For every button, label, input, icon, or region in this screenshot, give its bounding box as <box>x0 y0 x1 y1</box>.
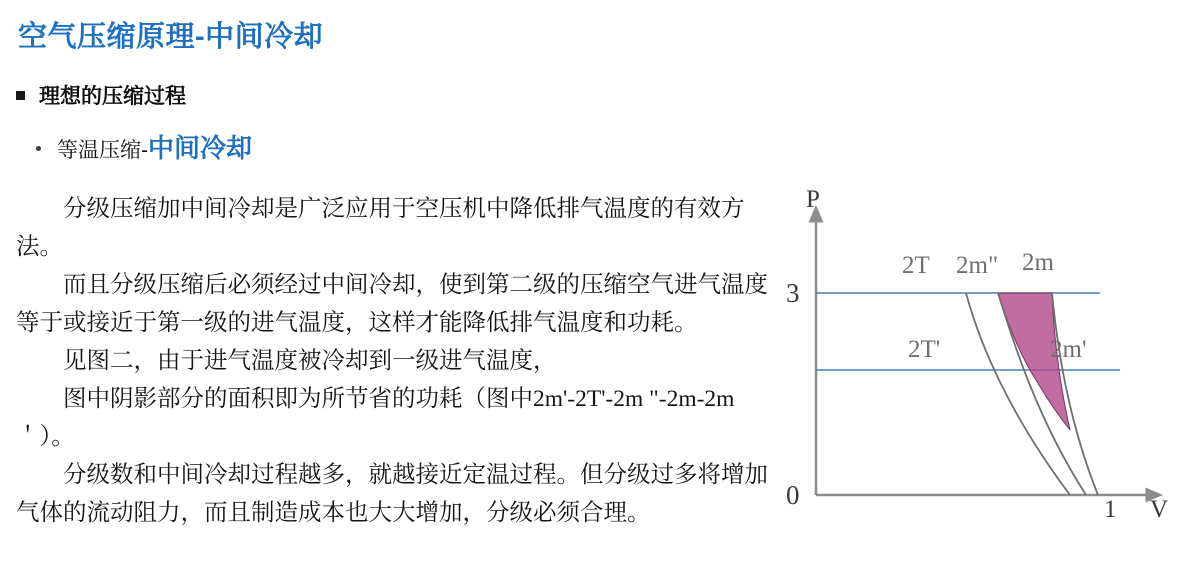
bullet-level2 <box>36 128 252 165</box>
axis-label-p: P <box>806 186 820 213</box>
bullet-level2-accent: 中间冷却 <box>148 133 253 163</box>
annotation-2m-prime: 2m' <box>1050 336 1087 363</box>
paragraph: 分级压缩加中间冷却是广泛应用于空压机中降低排气温度的有效方法。 <box>16 196 745 260</box>
square-bullet-icon <box>16 91 25 100</box>
annotation-2T: 2T <box>902 252 930 279</box>
paragraph: 分级数和中间冷却过程越多，就越接近定温过程。但分级过多将增加气体的流动阻力，而且制造成本也大大增加，分级必须合理。 <box>16 462 768 526</box>
bullet-level2-prefix: 等温压缩- <box>57 139 148 162</box>
tick-label-y-0: 0 <box>786 480 800 510</box>
body-text <box>16 190 776 532</box>
pv-diagram <box>770 165 1180 545</box>
annotation-2m: 2m <box>1022 249 1054 276</box>
annotation-2m-double-prime: 2m" <box>956 252 999 279</box>
bullet-level1 <box>16 80 186 110</box>
paragraph: 见图二，由于进气温度被冷却到一级进气温度， <box>63 348 557 374</box>
paragraph: 而且分级压缩后必须经过中间冷却，使到第二级的压缩空气进气温度等于或接近于第一级的进气温度，这样才能降低排气温度和功耗。 <box>16 272 768 336</box>
tick-label-x-1: 1 <box>1104 496 1117 523</box>
round-bullet-icon <box>36 146 41 151</box>
page-title: 空气压缩原理-中间冷却 <box>18 21 324 53</box>
tick-label-y-3: 3 <box>786 278 800 308</box>
annotation-2T-prime: 2T' <box>908 336 941 363</box>
bullet-level1-label: 理想的压缩过程 <box>39 85 186 108</box>
paragraph: 图中阴影部分的面积即为所节省的功耗（图中2m'-2T'-2m "-2m-2m ＇）。 <box>16 386 735 450</box>
axis-label-v: V <box>1150 496 1169 523</box>
